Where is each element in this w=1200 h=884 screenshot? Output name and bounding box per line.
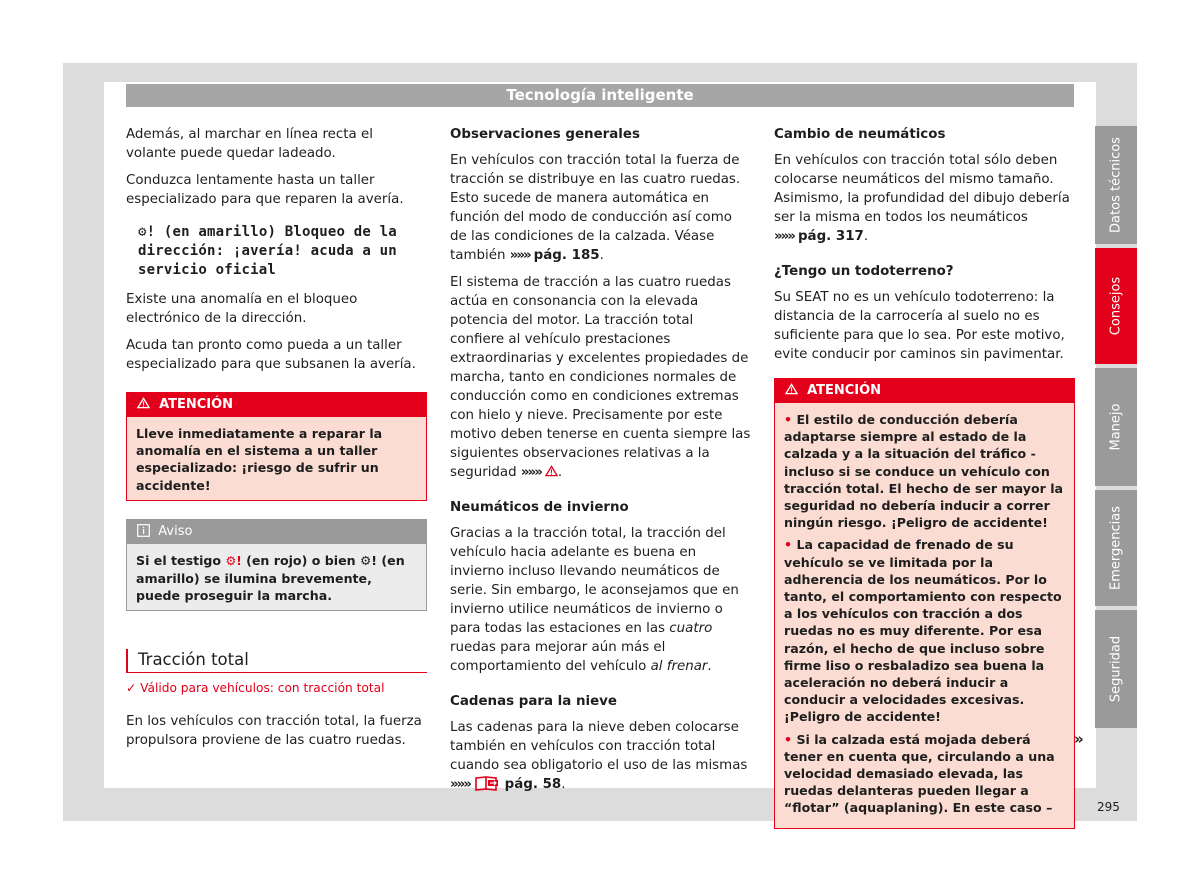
paragraph: Además, al marchar en línea recta el volante puede quedar ladeado. xyxy=(126,127,373,161)
subheading: Cadenas para la nieve xyxy=(450,694,617,709)
steering-warning-red-icon: ⚙! xyxy=(225,553,242,568)
paragraph-text: En vehículos con tracción total la fuerza de tracción se distribuye en las cuatro ruedas. Esto sucede de manera automática en función del modo de conducción así como de las condiciones de la calzada. Véase también xyxy=(450,153,741,263)
paragraph-text: El sistema de tracción a las cuatro ruedas actúa en consonancia con la elevada potencia del motor. La tracción total confiere al vehículo prestaciones extraordinarias y excelentes propiedades de marcha, tanto en condiciones normales de conducción como en condiciones extremas con hielo y nieve. Precisamente por este motivo deben tenerse en cuenta siempre las siguientes observaciones relativas a la seguridad xyxy=(450,275,751,480)
warning-list-item xyxy=(784,411,1066,531)
warning-header xyxy=(127,393,426,417)
column-1 xyxy=(126,125,427,758)
paragraph: En vehículos con tracción total sólo deben colocarse neumáticos del mismo tamaño. Asimismo, la profundidad del dibujo debería ser la misma en todos los neumáticos »»» pág. 317. xyxy=(774,153,1070,244)
reference-arrows-icon: »»» xyxy=(450,777,470,792)
bullet-icon: • xyxy=(784,537,793,553)
paragraph: Conduzca lentamente hasta un taller especializado para que reparen la avería. xyxy=(126,173,404,207)
warning-item-text: El estilo de conducción debería adaptarse siempre al estado de la calzada y a la situación del tráfico - incluso si se conduce un vehículo con tracción total. El hecho de ser mayor la seguridad no debería inducir a correr ningún riesgo. ¡Peligro de accidente! xyxy=(784,412,1064,531)
column-3 xyxy=(774,125,1075,847)
subheading: ¿Tengo un todoterreno? xyxy=(774,264,954,279)
tab-consejos[interactable] xyxy=(1095,248,1137,364)
warning-label: ATENCIÓN xyxy=(159,397,234,412)
reference-arrows-icon: »»» xyxy=(774,229,794,244)
tab-manejo[interactable] xyxy=(1095,368,1137,486)
paragraph: En vehículos con tracción total la fuerza de tracción se distribuye en las cuatro ruedas. Esto sucede de manera automática en función del modo de conducción así como de las condiciones de la calzada. Véase también »»» pág. 185. xyxy=(450,153,741,263)
notice-text xyxy=(127,544,426,611)
indicator-heading-text: (en amarillo) Bloqueo de la dirección: ¡avería! acuda a un servicio oficial xyxy=(138,224,397,278)
notice-text-part: (en rojo) o bien xyxy=(246,552,356,568)
tab-seguridad[interactable] xyxy=(1095,610,1137,728)
page-reference-text: pág. 58 xyxy=(504,777,562,792)
subheading: Neumáticos de invierno xyxy=(450,500,629,515)
warning-header xyxy=(775,379,1074,403)
paragraph: Su SEAT no es un vehículo todoterreno: la distancia de la carrocería al suelo no es suficiente para que lo sea. Por este motivo, evite conducir por caminos sin pavimentar. xyxy=(774,290,1065,362)
warning-triangle-icon xyxy=(545,465,558,477)
book-icon xyxy=(474,775,500,791)
paragraph: En los vehículos con tracción total, la fuerza propulsora proviene de las cuatro ruedas. xyxy=(126,714,422,749)
page-reference-text: pág. 317 xyxy=(797,229,864,244)
warning-box xyxy=(774,378,1075,829)
paragraph-text: Gracias a la tracción total, la tracción del vehículo hacia adelante es buena en invierno incluso llevando neumáticos de serie. Sin embargo, le aconsejamos que en invierno utilice neumáticos de invierno o para todas las estaciones en las xyxy=(450,526,739,636)
notice-label: Aviso xyxy=(158,523,193,539)
page-reference-link[interactable] xyxy=(510,248,600,263)
page-reference-link[interactable] xyxy=(774,229,864,244)
tab-emergencias[interactable] xyxy=(1095,490,1137,606)
chapter-header: Tecnología inteligente xyxy=(126,84,1074,107)
bullet-icon: • xyxy=(784,412,793,427)
warning-item-text: La capacidad de frenado de su vehículo se ve limitada por la adherencia de los neumáticos. Por lo tanto, el comportamiento con respecto a los vehículos con tracción a dos ruedas no es muy diferente. Por esa razón, el hecho de que incluso sobre firme liso o resbaladizo sea buena la aceleración no deberá inducir a conducir a velocidades excesivas. ¡Peligro de accidente! xyxy=(784,537,1062,725)
warning-list xyxy=(775,403,1074,828)
column-2 xyxy=(450,125,751,802)
paragraph: Acuda tan pronto como pueda a un taller especializado para que subsanen la avería. xyxy=(126,338,416,372)
checkmark-icon: ✓ xyxy=(126,681,137,696)
continue-arrow-icon: » xyxy=(1074,730,1081,748)
indicator-heading xyxy=(138,223,427,280)
paragraph: Gracias a la tracción total, la tracción del vehículo hacia adelante es buena en invierno incluso llevando neumáticos de serie. Sin embargo, le aconsejamos que en invierno utilice neumáticos de invierno o para todas las estaciones en las cuatro ruedas para mejorar aún más el comportamiento del vehículo al frenar. xyxy=(450,526,739,674)
warning-triangle-icon xyxy=(137,397,150,409)
paragraph-text: ruedas para mejorar aún más el comportamiento del vehículo xyxy=(450,640,666,674)
notice-box xyxy=(126,519,427,612)
paragraph: Las cadenas para la nieve deben colocarse también en vehículos con tracción total cuando sea obligatorio el uso de las mismas »»» pág. 58. xyxy=(450,720,748,792)
reference-arrows-icon: »»» xyxy=(509,248,530,263)
tab-label: Consejos xyxy=(1108,276,1124,336)
page-number: 295 xyxy=(1097,800,1120,814)
paragraph-text: En vehículos con tracción total sólo deben colocarse neumáticos del mismo tamaño. Asimismo, la profundidad del dibujo debería ser la misma en todos los neumáticos xyxy=(774,153,1070,225)
paragraph-emphasis: al frenar xyxy=(650,659,708,674)
subheading: Cambio de neumáticos xyxy=(774,127,946,142)
tab-label: Seguridad xyxy=(1108,635,1124,703)
paragraph: El sistema de tracción a las cuatro ruedas actúa en consonancia con la elevada potencia del motor. La tracción total confiere al vehículo prestaciones extraordinarias y excelentes propiedades de marcha, tanto en condiciones normales de conducción como en condiciones extremas con hielo y nieve. Precisamente por este motivo deben tenerse en cuenta siempre las siguientes observaciones relativas a la seguridad »»» . xyxy=(450,275,751,480)
validity-text: Válido para vehículos: con tracción total xyxy=(140,681,385,696)
info-icon xyxy=(137,524,150,537)
paragraph-text: Las cadenas para la nieve deben colocarse también en vehículos con tracción total cuando sea obligatorio el uso de las mismas xyxy=(450,720,748,773)
tab-label: Manejo xyxy=(1108,403,1124,451)
warning-reference-link[interactable] xyxy=(521,465,558,480)
page-reference-text: pág. 185 xyxy=(533,248,600,263)
validity-note xyxy=(126,679,427,698)
tab-label: Emergencias xyxy=(1108,506,1124,590)
paragraph-emphasis: cuatro xyxy=(669,621,713,636)
steering-lock-icon: ⚙! xyxy=(138,224,156,240)
tab-label: Datos técnicos xyxy=(1108,137,1124,233)
warning-box xyxy=(126,392,427,501)
page-reference-link[interactable] xyxy=(450,777,561,792)
warning-text: Lleve inmediatamente a reparar la anomalía en el sistema a un taller especializado: ¡riesgo de sufrir un accidente! xyxy=(127,417,426,500)
notice-text-part: (en amarillo) se ilumina brevemente, puede proseguir la marcha. xyxy=(136,552,405,604)
warning-item-text: Si la calzada está mojada deberá tener en cuenta que, circulando a una velocidad demasiado elevada, las ruedas delanteras pueden llegar a “flotar” (aquaplaning). En este caso – xyxy=(784,731,1055,816)
warning-list-item xyxy=(784,536,1066,725)
steering-warning-yellow-icon: ⚙! xyxy=(359,552,378,568)
warning-label: ATENCIÓN xyxy=(807,383,882,398)
paragraph: Existe una anomalía en el bloqueo electrónico de la dirección. xyxy=(126,292,358,326)
subheading: Observaciones generales xyxy=(450,127,640,142)
notice-header xyxy=(127,520,426,544)
tab-datos-tecnicos[interactable] xyxy=(1095,126,1137,244)
section-title: Tracción total xyxy=(126,649,427,673)
bullet-icon: • xyxy=(784,731,793,747)
notice-text-part: Si el testigo xyxy=(136,552,222,568)
warning-triangle-icon xyxy=(785,383,798,395)
reference-arrows-icon: »»» xyxy=(520,465,541,480)
warning-list-item xyxy=(784,731,1066,817)
